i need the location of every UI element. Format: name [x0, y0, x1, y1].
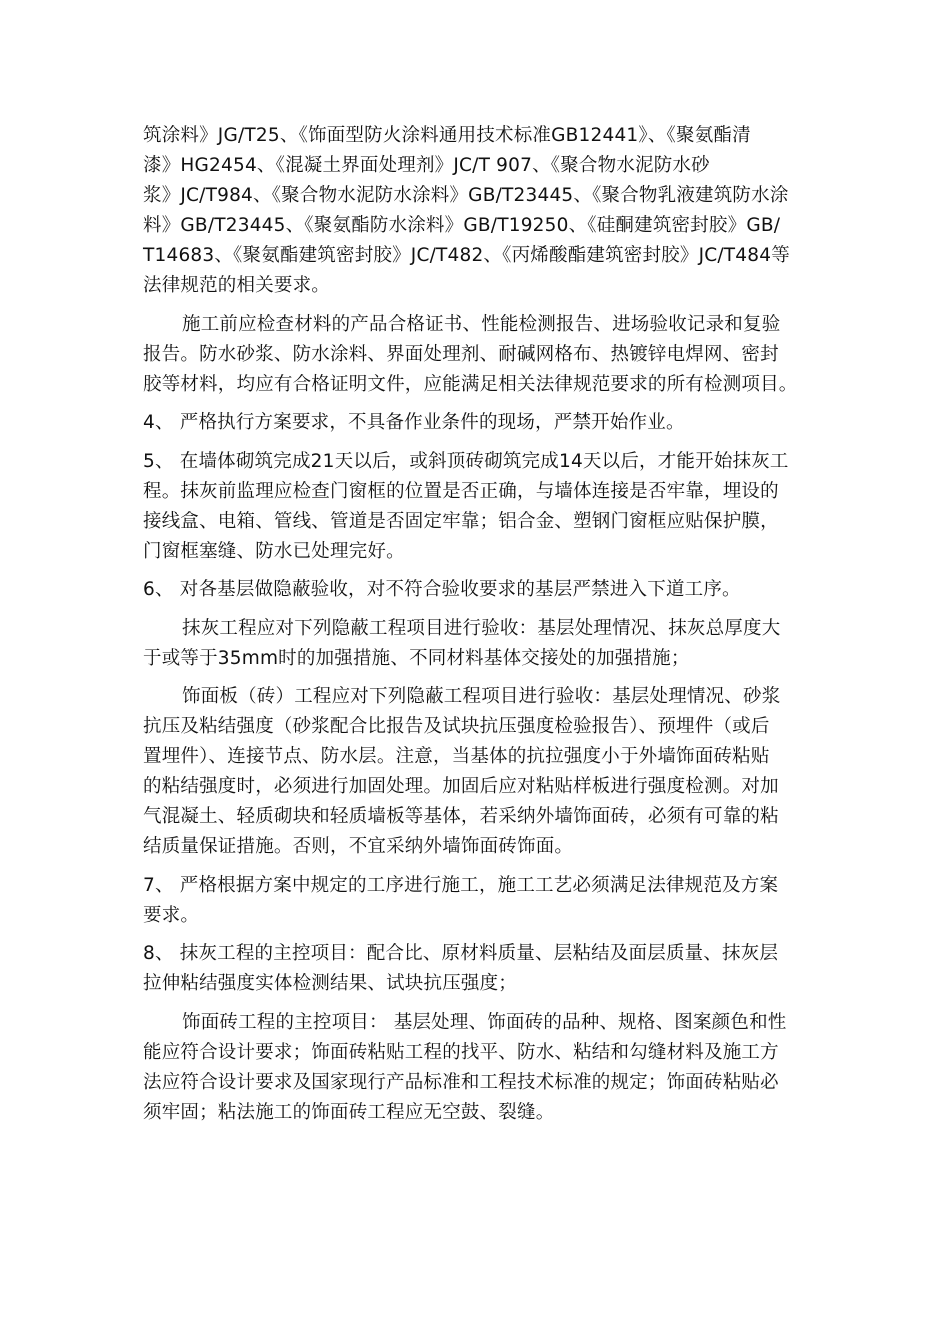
text-line: 胶等材料，均应有合格证明文件，应能满足相关法律规范要求的所有检测项目。: [143, 373, 798, 395]
text-line: 浆》JC/T984、《聚合物水泥防水涂料》GB/T23445、《聚合物乳液建筑防水涂: [143, 185, 789, 206]
paragraph-spacing: [143, 862, 815, 871]
text-line: 漆》HG2454、《混凝土界面处理剂》JC/T 907、《聚合物水泥防水砂: [143, 155, 710, 176]
text-line: 要求。: [143, 904, 200, 926]
text-line: 报告。防水砂浆、防水涂料、界面处理剂、耐碱网格布、热镀锌电焊网、密封: [143, 343, 779, 365]
item-7: [143, 871, 815, 931]
paragraph-spacing: [143, 931, 815, 940]
text-line: 法律规范的相关要求。: [143, 275, 331, 296]
text-line: 拉伸粘结强度实体检测结果、试块抗压强度；: [143, 973, 518, 994]
text-line: 的粘结强度时，必须进行加固处理。加固后应对粘贴样板进行强度检测。对加: [143, 776, 779, 797]
tile-main-control-paragraph: [143, 1008, 815, 1128]
text-line: 置埋件）、连接节点、防水层。注意，当基体的抗拉强度小于外墙饰面砖粘贴: [143, 746, 770, 767]
text-line: 接线盒、电箱、管线、管道是否固定牢靠；铝合金、塑钢门窗框应贴保护膜，: [143, 510, 779, 532]
text-line: 抹灰工程应对下列隐蔽工程项目进行验收：基层处理情况、抹灰总厚度大: [182, 617, 781, 639]
text-line: 7、 严格根据方案中规定的工序进行施工，施工工艺必须满足法律规范及方案: [143, 874, 779, 896]
paragraph-spacing: [143, 999, 815, 1008]
paragraph-spacing: [143, 605, 815, 614]
paragraph-spacing: [143, 674, 815, 683]
paragraph-spacing: [143, 567, 815, 576]
text-line: 气混凝土、轻质砌块和轻质墙板等基体，若采纳外墙饰面砖，必须有可靠的粘: [143, 806, 779, 827]
text-line: 施工前应检查材料的产品合格证书、性能检测报告、进场验收记录和复验: [182, 313, 781, 335]
material-check-paragraph: [143, 310, 815, 400]
text-line: 法应符合设计要求及国家现行产品标准和工程技术标准的规定；饰面砖粘贴必: [143, 1071, 779, 1093]
standards-paragraph: [143, 121, 815, 301]
text-line: 程。抹灰前监理应检查门窗框的位置是否正确，与墙体连接是否牢靠，埋设的: [143, 480, 779, 502]
text-line: 饰面砖工程的主控项目： 基层处理、饰面砖的品种、规格、图案颜色和性: [182, 1011, 787, 1033]
text-line: 5、 在墙体砌筑完成21天以后，或斜顶砖砌筑完成14天以后，才能开始抹灰工: [143, 450, 789, 472]
item-5: [143, 447, 815, 567]
text-line: 8、 抹灰工程的主控项目：配合比、原材料质量、层粘结及面层质量、抹灰层: [143, 943, 779, 964]
text-line: 抗压及粘结强度（砂浆配合比报告及试块抗压强度检验报告）、预埋件（或后: [143, 716, 770, 737]
text-line: 4、 严格执行方案要求，不具备作业条件的现场，严禁开始作业。: [143, 412, 685, 433]
plaster-hidden-works-paragraph: [143, 614, 815, 674]
paragraph-spacing: [143, 400, 815, 409]
text-line: 结质量保证措施。否则，不宜采纳外墙饰面砖饰面。: [143, 836, 574, 857]
item-4: [143, 408, 815, 438]
text-line: 于或等于35mm时的加强措施、不同材料基体交接处的加强措施；: [143, 647, 690, 669]
text-line: 能应符合设计要求；饰面砖粘贴工程的找平、防水、粘结和勾缝材料及施工方: [143, 1041, 779, 1063]
text-line: 门窗框塞缝、防水已处理完好。: [143, 540, 405, 562]
text-line: 饰面板（砖）工程应对下列隐蔽工程项目进行验收：基层处理情况、砂浆: [182, 686, 781, 707]
text-line: 6、 对各基层做隐蔽验收，对不符合验收要求的基层严禁进入下道工序。: [143, 579, 741, 600]
paragraph-spacing: [143, 438, 815, 447]
item-6: [143, 575, 815, 605]
text-line: 料》GB/T23445、《聚氨酯防水涂料》GB/T19250、《硅酮建筑密封胶》GB/: [143, 215, 781, 236]
text-line: 须牢固；粘法施工的饰面砖工程应无空鼓、裂缝。: [143, 1101, 555, 1123]
item-8: [143, 939, 815, 999]
tile-hidden-works-paragraph: [143, 682, 815, 862]
text-line: 筑涂料》JG/T25、《饰面型防火涂料通用技术标准GB12441》、《聚氨酯清: [143, 125, 751, 146]
paragraph-spacing: [143, 301, 815, 310]
text-line: T14683、《聚氨酯建筑密封胶》JC/T482、《丙烯酸酯建筑密封胶》JC/T484等: [143, 245, 790, 266]
document-body: [143, 121, 815, 1128]
